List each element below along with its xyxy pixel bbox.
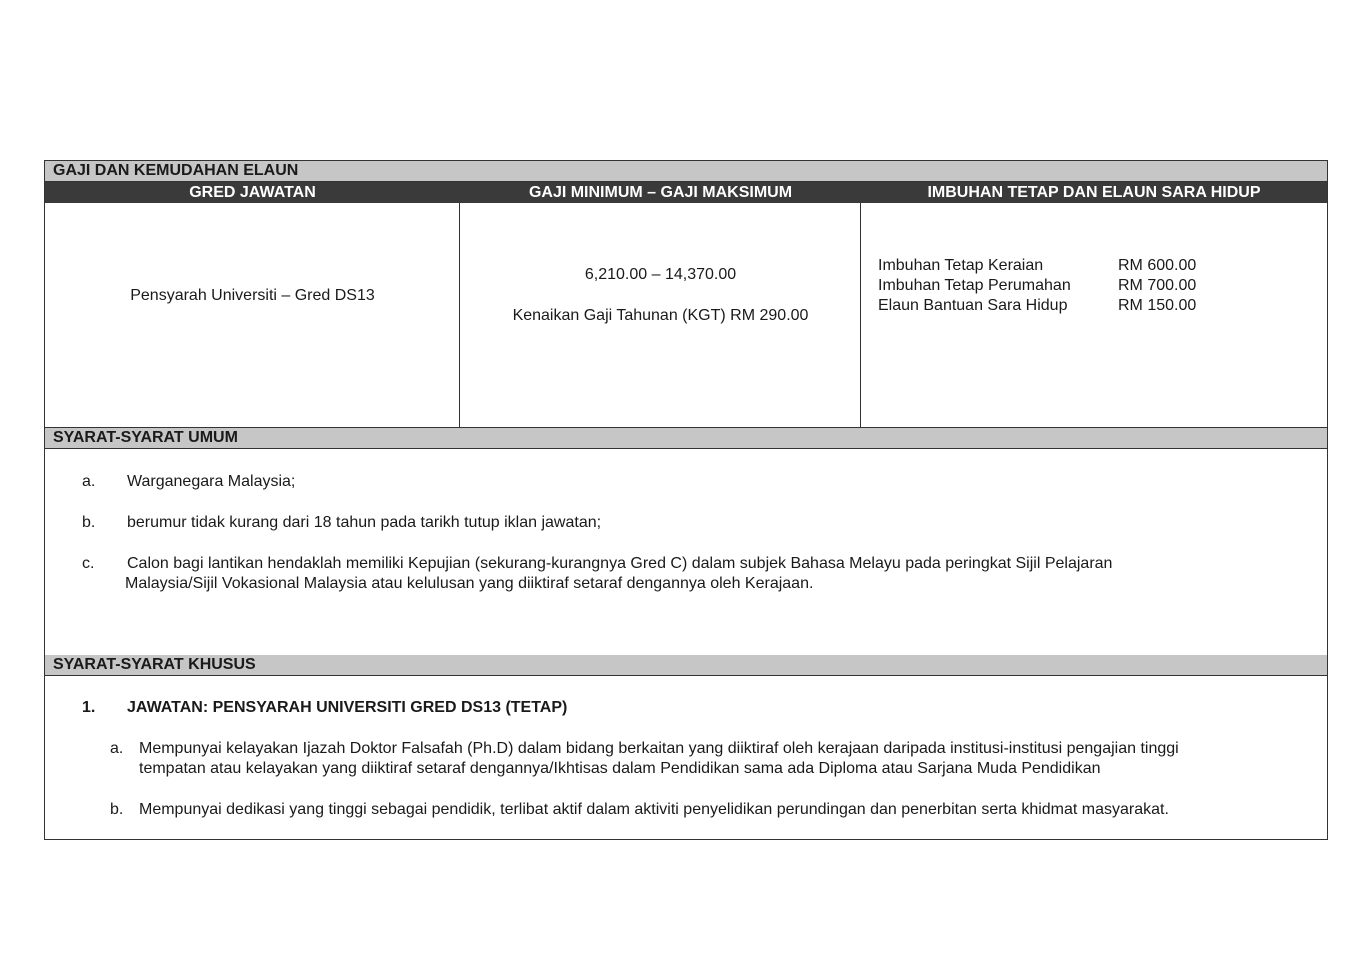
column-header-gaji: GAJI MINIMUM – GAJI MAKSIMUM [528,184,793,201]
position-heading [45,698,1325,718]
column-header-row [45,182,1327,203]
allowance-name: Imbuhan Tetap Keraian [878,257,1044,274]
list-item-text-continued: tempatan atau kelayakan yang diiktiraf setaraf dengannya/Ikhtisas dalam Pendidikan sama ada Diploma atau Sarjana Muda Pendidikan [139,760,1101,777]
allowance-name: Imbuhan Tetap Perumahan [878,277,1071,294]
list-marker: b. [82,514,96,531]
list-marker: a. [82,473,96,490]
list-item [45,472,1325,492]
list-item-text: Calon bagi lantikan hendaklah memiliki Kepujian (sekurang-kurangnya Gred C) dalam subjek Bahasa Melayu pada peringkat Sijil Pelajaran [127,555,1113,572]
list-item-text: Mempunyai kelayakan Ijazah Doktor Falsafah (Ph.D) dalam bidang berkaitan yang diiktiraf oleh kerajaan daripada institusi-institusi pengajian tinggi [139,740,1179,757]
section-heading-umum: SYARAT-SYARAT UMUM [45,428,1327,449]
position-title: JAWATAN: PENSYARAH UNIVERSITI GRED DS13 (TETAP) [127,699,568,716]
allowance-row [878,296,1278,316]
allowance-row [878,276,1278,296]
list-item-text: berumur tidak kurang dari 18 tahun pada tarikh tutup iklan jawatan; [127,514,602,531]
allowance-amount: RM 700.00 [1118,277,1197,294]
list-item-text: Mempunyai dedikasi yang tinggi sebagai pendidik, terlibat aktif dalam aktiviti penyelidikan perundingan dan penerbitan serta khidmat masyarakat. [139,801,1169,818]
annual-increment: Kenaikan Gaji Tahunan (KGT) RM 290.00 [512,307,809,324]
section-heading-khusus: SYARAT-SYARAT KHUSUS [45,655,1327,676]
list-marker: c. [82,555,95,572]
list-item [45,513,1325,533]
salary-range: 6,210.00 – 14,370.00 [584,266,737,283]
list-item [45,554,1325,594]
allowance-row [878,256,1278,276]
list-item-text: Warganegara Malaysia; [127,473,296,490]
list-marker: b. [110,801,124,818]
allowance-amount: RM 600.00 [1118,257,1197,274]
allowance-name: Elaun Bantuan Sara Hidup [878,297,1068,314]
list-item [45,800,1325,820]
section-heading-gaji: GAJI DAN KEMUDAHAN ELAUN [45,161,1327,182]
requirements-table [44,160,1328,840]
column-header-gred: GRED JAWATAN [189,184,316,201]
allowance-amount: RM 150.00 [1118,297,1197,314]
list-marker: a. [110,740,124,757]
list-item [45,739,1325,779]
column-header-imbuhan: IMBUHAN TETAP DAN ELAUN SARA HIDUP [927,184,1261,201]
position-number: 1. [82,699,96,716]
position-grade: Pensyarah Universiti – Gred DS13 [130,287,375,304]
list-item-text-continued: Malaysia/Sijil Vokasional Malaysia atau kelulusan yang diiktiraf setaraf dengannya oleh Kerajaan. [125,575,814,592]
